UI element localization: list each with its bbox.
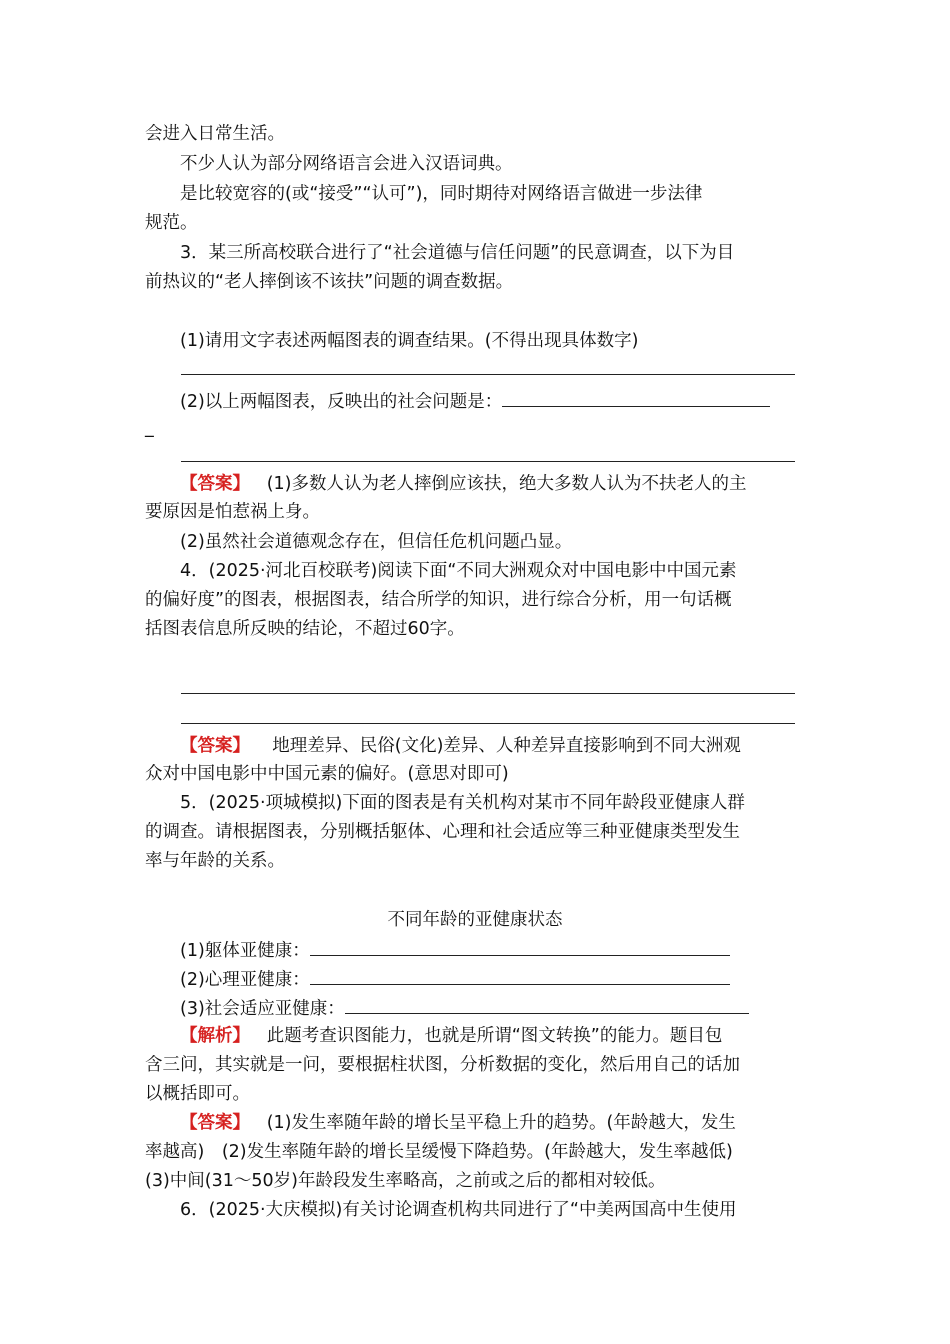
question-5-answer: [180, 1111, 736, 1135]
answer-blank: [310, 937, 730, 956]
question-4-answer: [180, 734, 741, 758]
answer-text: (1)多数人认为老人摔倒应该扶，绝大多数人认为不扶老人的主: [266, 474, 747, 494]
answer-blank: [502, 388, 770, 407]
answer-text: 众对中国电影中中国元素的偏好。(意思对即可): [145, 764, 509, 784]
question-3-stem: 前热议的“老人摔倒该不该扶”问题的调查数据。: [145, 272, 514, 292]
answer-text: (3)中间(31～50岁)年龄段发生率略高，之前或之后的都相对较低。: [145, 1171, 666, 1191]
question-5-item1: [180, 937, 730, 963]
question-3-sub2-tail: _: [145, 418, 154, 438]
answer-text: (2)虽然社会道德观念存在，但信任危机问题凸显。: [180, 532, 573, 552]
question-5-stem: 率与年龄的关系。: [145, 851, 285, 871]
answer-text: (1)发生率随年龄的增长呈平稳上升的趋势。(年龄越大，发生: [266, 1113, 736, 1133]
text-line: 规范。: [145, 213, 198, 233]
question-4-stem: 的偏好度”的图表，根据图表，结合所学的知识，进行综合分析，用一句话概: [145, 590, 732, 610]
answer-blank-line: [181, 461, 795, 462]
question-5-stem: 的调查。请根据图表，分别概括躯体、心理和社会适应等三种亚健康类型发生: [145, 822, 740, 842]
item-label: (3)社会适应亚健康：: [180, 999, 345, 1019]
question-5-analysis: [180, 1024, 722, 1048]
answer-blank: [310, 966, 730, 985]
answer-blank-line: [181, 374, 795, 375]
answer-blank: [345, 995, 749, 1014]
question-5-item2: [180, 966, 730, 992]
analysis-tag: 【解析】: [180, 1026, 250, 1046]
question-3-sub1: (1)请用文字表述两幅图表的调查结果。(不得出现具体数字): [180, 331, 639, 351]
question-3-answer: [180, 472, 747, 496]
question-6-stem: 6．(2025·大庆模拟)有关讨论调查机构共同进行了“中美两国高中生使用: [180, 1200, 737, 1220]
answer-blank-line: [181, 723, 795, 724]
answer-tag: 【答案】: [180, 474, 250, 494]
question-3-sub2-text: (2)以上两幅图表，反映出的社会问题是：: [180, 392, 503, 412]
analysis-text: 以概括即可。: [145, 1084, 250, 1104]
item-label: (2)心理亚健康：: [180, 970, 310, 990]
question-5-stem: 5．(2025·项城模拟)下面的图表是有关机构对某市不同年龄段亚健康人群: [180, 793, 745, 813]
answer-text: 要原因是怕惹祸上身。: [145, 502, 320, 522]
item-label: (1)躯体亚健康：: [180, 941, 310, 961]
question-3-stem: 3．某三所高校联合进行了“社会道德与信任问题”的民意调查，以下为目: [180, 243, 735, 263]
analysis-text: 含三问，其实就是一问，要根据柱状图，分析数据的变化，然后用自己的话加: [145, 1055, 740, 1075]
text-line: 会进入日常生活。: [145, 124, 285, 144]
text-line: 是比较宽容的(或“接受”“认可”)，同时期待对网络语言做进一步法律: [180, 184, 703, 204]
answer-blank-line: [181, 693, 795, 694]
question-3-sub2: [180, 388, 770, 414]
answer-tag: 【答案】: [180, 1113, 250, 1133]
analysis-text: 此题考查识图能力，也就是所谓“图文转换”的能力。题目包: [266, 1026, 723, 1046]
question-4-stem: 4．(2025·河北百校联考)阅读下面“不同大洲观众对中国电影中中国元素: [180, 561, 737, 581]
answer-tag: 【答案】: [180, 736, 250, 756]
question-5-item3: [180, 995, 749, 1021]
answer-text: 地理差异、民俗(文化)差异、人种差异直接影响到不同大洲观: [272, 736, 741, 756]
chart-title: 不同年龄的亚健康状态: [387, 910, 563, 930]
text-line: 不少人认为部分网络语言会进入汉语词典。: [180, 154, 513, 174]
answer-text: 率越高) (2)发生率随年龄的增长呈缓慢下降趋势。(年龄越大，发生率越低): [145, 1142, 733, 1162]
question-4-stem: 括图表信息所反映的结论，不超过60字。: [145, 619, 465, 639]
